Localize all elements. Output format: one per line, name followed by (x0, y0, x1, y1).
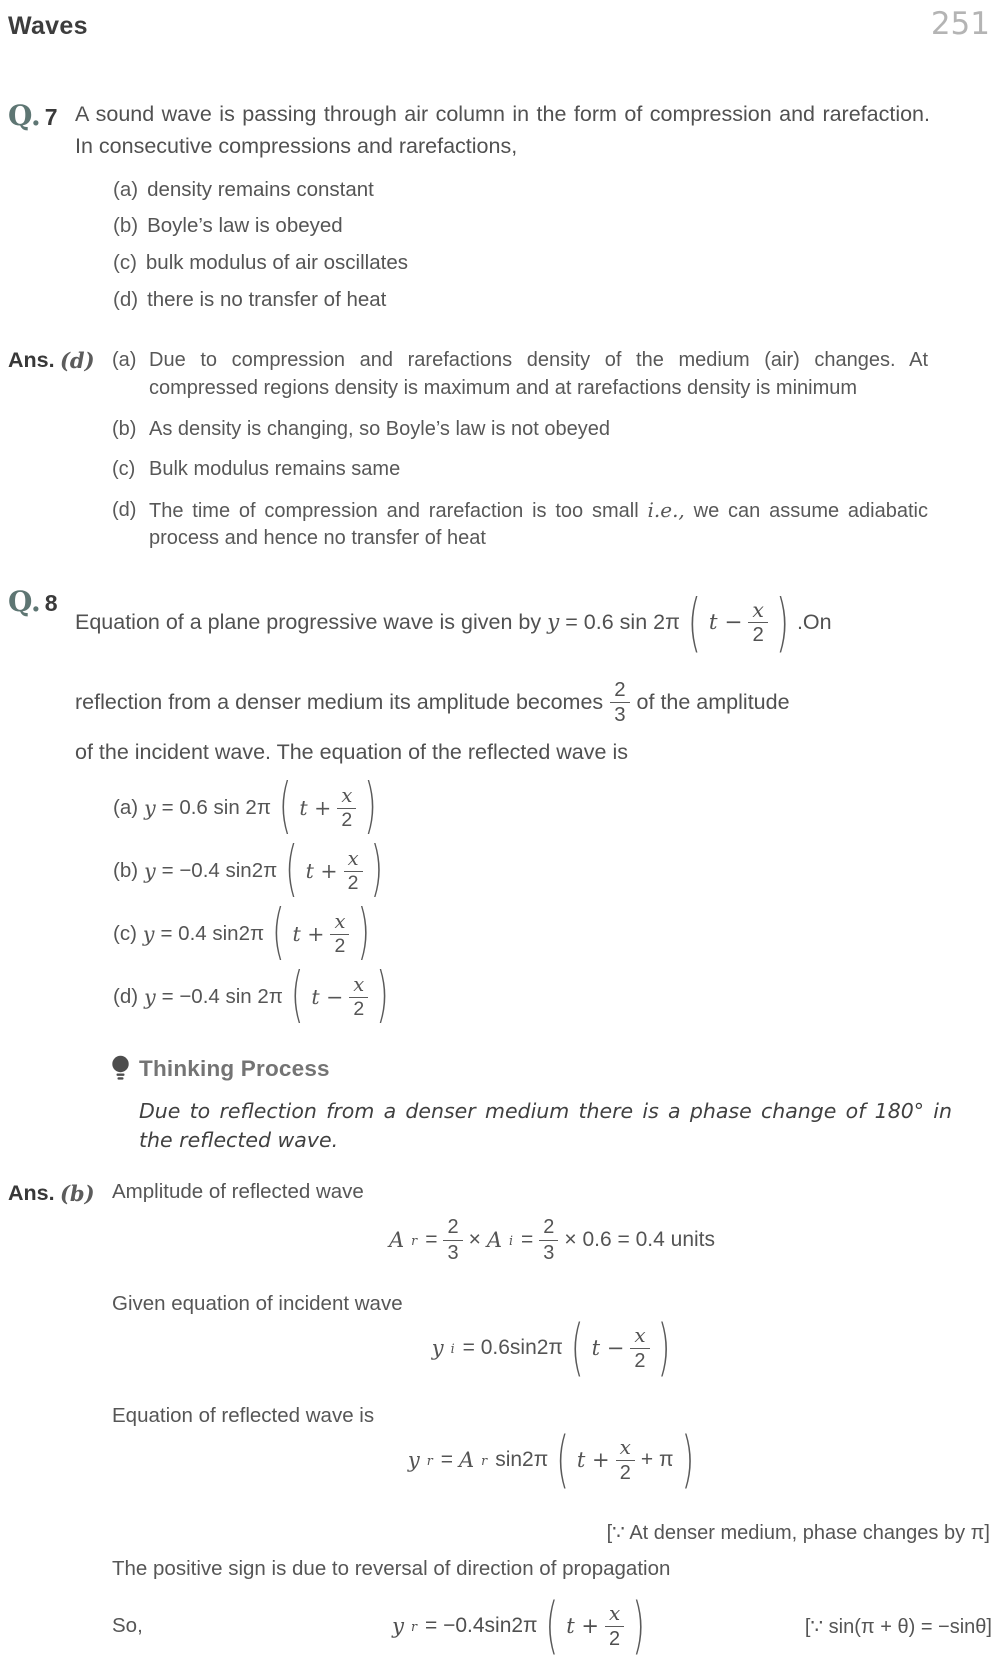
eq-lead: = 0.6 sin 2π (161, 796, 271, 820)
option-label: (d) (113, 985, 139, 1009)
eq-lead: = 0.4 sin2π (160, 922, 265, 946)
answer-marker: Ans. (8, 1181, 55, 1206)
incident-equation (431, 1311, 673, 1384)
point-label: (b) (112, 417, 137, 440)
equals: = (425, 1228, 438, 1252)
option-label: (a) (113, 177, 139, 201)
option-text: density remains constant (147, 177, 374, 201)
denominator: 3 (447, 1241, 459, 1264)
final-equation (392, 1589, 647, 1662)
left-paren: ( (687, 585, 701, 660)
option-text: Boyle’s law is obeyed (147, 214, 343, 238)
page-number: 251 (930, 6, 990, 42)
option-label: (d) (113, 287, 139, 311)
var-y: y (392, 1614, 404, 1639)
given-equation-label: Given equation of incident wave (112, 1292, 403, 1316)
point-label: (a) (112, 349, 137, 372)
spacer (8, 70, 992, 98)
lightbulb-icon (111, 1055, 130, 1083)
fraction-two-thirds (610, 679, 629, 728)
q-glyph: Q. (8, 584, 41, 618)
point-text-pre: The time of compression and rarefaction is too small (149, 499, 648, 522)
option-row (113, 175, 992, 205)
fraction (605, 1602, 624, 1650)
eq-lead: = 0.6sin2π (462, 1336, 563, 1360)
fraction (330, 911, 349, 958)
right-paren: ) (775, 585, 789, 660)
fraction (748, 599, 768, 648)
question-8-marker (8, 584, 75, 618)
point-text-post: we can assume adiabatic process and hence no transfer of heat (149, 499, 928, 550)
eq-rhs: = 0.6 sin 2π (565, 610, 680, 635)
thinking-process-title: Thinking Process (139, 1055, 330, 1081)
right-paren: ) (376, 961, 389, 1030)
thinking-process (111, 1055, 992, 1154)
thinking-process-text: Due to reflection from a denser medium there is a phase change of 180° in the reflected wave. (139, 1098, 952, 1152)
left-paren: ( (556, 1423, 569, 1496)
answer-point (112, 416, 992, 444)
question-8-line3: of the incident wave. The equation of the reflected wave is (75, 739, 628, 764)
option-equation (144, 772, 379, 841)
point-text (149, 497, 992, 553)
question-8-body (75, 584, 992, 1154)
var-y: y (144, 985, 156, 1010)
numerator: x (605, 1602, 624, 1626)
option-row (113, 898, 992, 967)
question-8-line1 (75, 584, 992, 662)
right-paren: ) (370, 835, 383, 904)
answer-point (112, 497, 992, 553)
spacer (8, 566, 992, 584)
positive-sign-text: The positive sign is due to reversal of direction of propagation (112, 1557, 671, 1581)
subscript-i: i (450, 1340, 455, 1356)
numerator: 2 (443, 1216, 462, 1240)
left-paren: ( (570, 1311, 584, 1384)
eq-inner: t + (292, 922, 325, 947)
option-equation (142, 898, 372, 967)
final-equation-wrap (282, 1589, 757, 1662)
option-row (113, 835, 992, 904)
question-7 (8, 98, 992, 321)
amplitude-label: Amplitude of reflected wave (112, 1180, 364, 1204)
question-7-body (75, 98, 992, 321)
answer-7 (8, 347, 992, 566)
answer-choice: (d) (60, 348, 95, 374)
line2-text-b: of the amplitude (636, 690, 790, 715)
amplitude-equation-wrap (112, 1216, 992, 1274)
fraction (344, 848, 363, 895)
option-equation (144, 961, 391, 1030)
question-8-intro: Equation of a plane progressive wave is given by (75, 610, 542, 635)
right-paren: ) (632, 1589, 645, 1662)
reflected-equation-label: Equation of reflected wave is (112, 1404, 375, 1428)
option-row (113, 961, 992, 1030)
numerator: x (337, 785, 356, 809)
point-text: Bulk modulus remains same (149, 458, 401, 481)
amplitude-equation (389, 1216, 715, 1264)
question-7-text: A sound wave is passing through air column in the form of compression and rarefaction. In consecutive compressions and rarefactions, (75, 102, 930, 159)
denominator: 2 (752, 624, 764, 647)
point-text: As density is changing, so Boyle’s law is not obeyed (149, 417, 611, 440)
option-row (113, 248, 992, 278)
subscript-r: r (411, 1232, 418, 1248)
question-8 (8, 584, 992, 1154)
left-paren: ( (278, 772, 292, 841)
equation-tail: × 0.6 = 0.4 units (564, 1228, 715, 1252)
fraction (539, 1216, 558, 1264)
answer-point (112, 347, 992, 402)
times: × (468, 1228, 481, 1252)
denominator: 2 (341, 808, 353, 831)
numerator: 2 (539, 1216, 558, 1240)
equals: = (521, 1228, 534, 1252)
incident-equation-wrap (112, 1311, 992, 1394)
q-glyph: Q. (8, 99, 41, 132)
option-label: (b) (113, 859, 139, 883)
point-label: (c) (112, 458, 136, 481)
denominator: 3 (614, 704, 626, 727)
option-label: (a) (113, 796, 139, 820)
question-8-options (113, 772, 992, 1030)
question-8-line2 (75, 672, 992, 734)
var-y: y (142, 922, 155, 947)
point-text-italic: i.e., (647, 497, 685, 522)
denominator: 2 (619, 1461, 631, 1484)
reflected-equation-wrap (112, 1423, 992, 1506)
fraction (443, 1216, 462, 1264)
option-label: (c) (113, 922, 137, 946)
eq-inner-post: + π (640, 1448, 674, 1472)
reflected-equation (407, 1423, 696, 1496)
option-equation (144, 835, 385, 904)
var-y: y (407, 1448, 420, 1473)
right-paren: ) (657, 1311, 671, 1384)
right-paren: ) (357, 898, 370, 967)
option-row (113, 211, 992, 241)
phase-change-note: [∵ At denser medium, phase changes by π] (606, 1522, 990, 1545)
denominator: 2 (334, 934, 346, 957)
numerator: x (344, 848, 363, 872)
so-label: So, (112, 1614, 143, 1638)
option-row (113, 285, 992, 315)
answer-8-body (112, 1180, 992, 1661)
left-paren: ( (272, 898, 285, 967)
fraction (349, 974, 368, 1021)
var-y: y (144, 859, 156, 884)
subscript-i: i (509, 1232, 514, 1248)
numerator: x (630, 1324, 649, 1348)
eq-inner: t + (566, 1614, 599, 1639)
equation-incident-inline (547, 585, 832, 660)
fraction (630, 1324, 649, 1372)
answer-point (112, 456, 992, 484)
denominator: 3 (543, 1241, 555, 1264)
eq-inner: t + (299, 796, 332, 821)
numerator: x (748, 599, 768, 624)
answer-8 (8, 1180, 992, 1661)
option-text: bulk modulus of air oscillates (145, 250, 408, 274)
numerator: x (330, 911, 349, 935)
spacer (8, 42, 992, 70)
left-paren: ( (290, 961, 304, 1030)
option-row (113, 772, 992, 841)
question-7-options (113, 175, 992, 315)
numerator: 2 (610, 679, 629, 704)
numerator: x (616, 1436, 635, 1460)
denominator: 2 (353, 997, 365, 1020)
question-7-number: 7 (44, 104, 58, 130)
subscript-r: r (410, 1618, 417, 1634)
option-text: there is no transfer of heat (147, 287, 387, 311)
denominator: 2 (609, 1627, 621, 1650)
right-paren: ) (681, 1423, 695, 1496)
point-label: (d) (112, 498, 137, 521)
line2-text-a: reflection from a denser medium its amplitude becomes (75, 690, 604, 715)
eq-lead: = −0.4 sin2π (161, 859, 278, 883)
final-equation-line (112, 1591, 992, 1661)
sin-identity-note: [∵ sin(π + θ) = −sinθ] (804, 1615, 992, 1638)
right-paren: ) (364, 772, 377, 841)
page-header (8, 6, 992, 42)
eq-lead: sin2π (495, 1448, 549, 1472)
question-7-marker (8, 98, 75, 132)
chapter-title: Waves (8, 12, 88, 40)
thinking-process-header (111, 1055, 992, 1083)
denominator: 2 (347, 871, 359, 894)
answer-choice: (b) (60, 1181, 95, 1207)
option-label: (b) (113, 214, 139, 238)
subscript-r: r (481, 1452, 488, 1468)
equals: = (440, 1448, 453, 1472)
eq-inner: t − (591, 1336, 625, 1361)
var-y: y (431, 1336, 444, 1361)
left-paren: ( (545, 1589, 559, 1662)
eq-lead: = −0.4sin2π (424, 1614, 538, 1638)
question-8-number: 8 (44, 589, 58, 616)
answer-marker: Ans. (8, 348, 55, 373)
answer-7-body (112, 347, 992, 566)
left-paren: ( (285, 835, 298, 904)
var-A: A (458, 1448, 475, 1473)
var-A: A (389, 1228, 405, 1253)
point-text: Due to compression and rarefactions density of the medium (air) changes. At compressed regions density is maximum and at rarefactions density is minimum (149, 349, 928, 399)
denominator: 2 (634, 1349, 646, 1372)
numerator: x (349, 974, 368, 998)
eq-inner: t + (576, 1448, 610, 1473)
var-y: y (144, 796, 156, 821)
eq-inner: t − (311, 985, 344, 1010)
eq-lead: = −0.4 sin 2π (161, 985, 283, 1009)
subscript-r: r (426, 1452, 433, 1468)
fraction (337, 785, 356, 832)
eq-post: .On (796, 610, 832, 635)
eq-inner: t + (305, 859, 338, 884)
option-label: (c) (113, 250, 137, 274)
var-A: A (486, 1228, 502, 1253)
fraction (616, 1436, 635, 1484)
var-y: y (547, 610, 560, 636)
eq-inner: t − (708, 610, 743, 636)
